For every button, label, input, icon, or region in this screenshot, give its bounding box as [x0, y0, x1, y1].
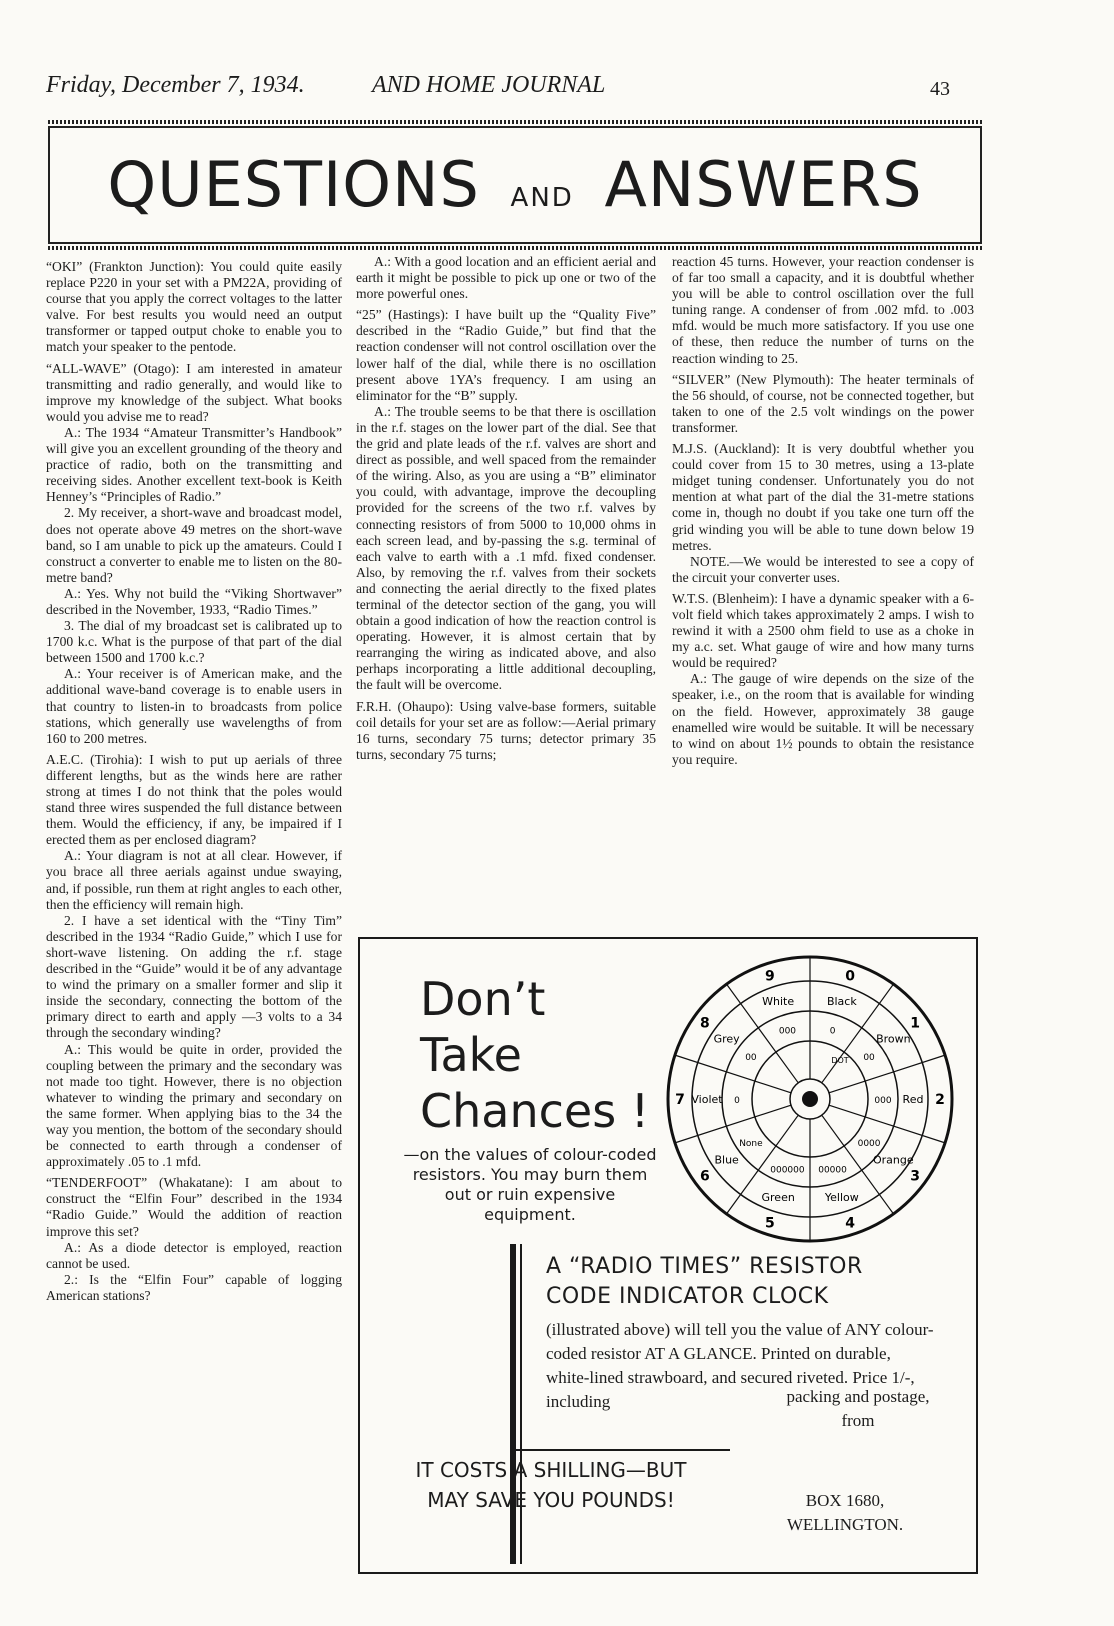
ad-headline-line2: Take [420, 1028, 522, 1082]
answer: A.: With a good location and an efficient aerial and earth it might be possible to pick up one or two of the more powerful ones. [356, 254, 656, 302]
column-2 [356, 254, 656, 763]
dial-colour: Orange [873, 1153, 914, 1167]
dial-multiplier: 00 [863, 1053, 875, 1064]
answer: A.: Your diagram is not at all clear. However, if you brace all three aerials against undue swaying, and, if possible, run them at right angles to each other, then the efficiency will remain high. [46, 848, 342, 912]
title-questions: QUESTIONS [107, 148, 480, 221]
page-title [50, 148, 980, 221]
ad-headline-line3: Chances ! [420, 1084, 650, 1138]
column-3 [672, 254, 974, 768]
question-followup: 2.: Is the “Elfin Four” capable of logging American stations? [46, 1271, 342, 1303]
dial-number: 9 [764, 968, 775, 985]
dial-colour: Blue [714, 1153, 739, 1167]
dial-multiplier: 000000 [770, 1165, 805, 1176]
question-oki: “OKI” (Frankton Junction): You could quite easily replace P220 in your set with a PM22A, providing of course that you apply the correct voltages to the latter valve. For best results you would need an output transformer or tapped output choke to enable you to match your speaker to the pentode. [46, 259, 342, 355]
ad-product-title [546, 1252, 863, 1312]
ad-address [750, 1489, 940, 1537]
ad-headline [420, 971, 649, 1139]
dial-number: 5 [764, 1215, 775, 1232]
resistor-clock-dial [650, 949, 970, 1249]
dial-number: 6 [699, 1168, 710, 1185]
answer: A.: The 1934 “Amateur Transmitter’s Handbook” will give you an excellent grounding of the theory and practice of radio, both on the transmitting and receiving sides. Another excellent text-book is Keith Henney’s “Principles of Radio.” [46, 424, 342, 505]
ad-price-text: packing and postage, from [786, 1387, 930, 1430]
dial-graphic [668, 957, 952, 1241]
question-followup: 2. My receiver, a short-wave and broadcast model, does not operate above 49 metres on the short-wave band, so I am unable to pick up the amateurs. Could I construct a converter to enable me to listen on the 80-metre band? [46, 505, 342, 585]
dial-colour: Violet [691, 1093, 723, 1106]
ad-slogan [386, 1455, 716, 1515]
header-date: Friday, December 7, 1934. [46, 72, 305, 98]
question-25: “25” (Hastings): I have built up the “Quality Five” described in the “Radio Guide,” but find that the reaction condenser will not control oscillation over the lower half of the dial, while there is no oscillation present above 1YA’s frequency. I am using an eliminator for the “B” supply. [356, 307, 656, 403]
dial-multiplier: 0 [734, 1096, 740, 1106]
dial-number: 8 [699, 1015, 710, 1032]
dial-number: 7 [675, 1092, 685, 1108]
title-and: AND [510, 183, 574, 213]
ad-body-text: (illustrated above) will tell you the value of ANY colour-coded resistor AT A GLANCE. Printed on durable, white-lined strawboard, and secured riveted. Price 1/-, including [546, 1320, 934, 1411]
header-journal: AND HOME JOURNAL [372, 72, 606, 98]
ad-address-box: BOX 1680, [805, 1491, 885, 1510]
dial-colour: Green [761, 1190, 795, 1204]
dial-multiplier: 0 [829, 1026, 836, 1037]
answer: A.: The gauge of wire depends on the size of the speaker, i.e., on the room that is available for winding on the field. However, approximately 38 gauge enamelled wire would be suitable. It will be necessary to wind on about 1½ pounds to obtain the resistance you require. [672, 671, 974, 767]
ad-title-line2: CODE INDICATOR CLOCK [546, 1284, 829, 1309]
answer: A.: As a diode detector is employed, reaction cannot be used. [46, 1239, 342, 1271]
ad-address-city: WELLINGTON. [786, 1515, 904, 1534]
dial-label: DOT [831, 1056, 849, 1065]
dial-number: 4 [845, 1215, 856, 1232]
question-followup: 2. I have a set identical with the “Tiny Tim” described in the 1934 “Radio Guide,” which I use for short-wave listening. On adding the r.f. stage described in the “Guide” would it be of any advantage to wind the primary on a smaller former and slip it inside the secondary, connecting the bottom of the primary direct to earth and apply —3 volts to a 34 through the secondary winding? [46, 912, 342, 1041]
page-number: 43 [930, 78, 950, 100]
advertisement [358, 937, 978, 1574]
dial-number: 2 [935, 1092, 945, 1108]
answer: A.: The trouble seems to be that there is oscillation in the r.f. stages on the lower part of the dial. See that the grid and plate leads of the r.f. valves are short and direct as possible, and well spaced from the remainder of the wiring. Also, as you are using a “B” eliminator you could, with advantage, improve the decoupling provided for the screens of the two r.f. valves by connecting resistors of from 5000 to 10,000 ohms in each screen lead, and by-passing the s.g. terminal of each valve to earth with a .1 mfd. fixed condenser. Also, by removing the r.f. valves from their sockets and connecting the aerial directly to the fixed plates terminal of the detector section of the gang, you will obtain a good indication of how the reaction control is operating. However, it is almost certain that by rearranging the wiring as indicated above, and also perhaps incorporating a little additional decoupling, the fault will be overcome. [356, 403, 656, 693]
question-silver: “SILVER” (New Plymouth): The heater terminals of the 56 should, of course, not be connected together, but taken to one of the 2.5 volt windings on the power transformer. [672, 371, 974, 435]
dial-colour: Brown [876, 1032, 911, 1046]
dial-number: 1 [910, 1015, 921, 1032]
editor-note: NOTE.—We would be interested to see a copy of the circuit your converter uses. [672, 553, 974, 585]
dial-center-rivet [802, 1091, 818, 1107]
dial-multiplier: None [739, 1138, 763, 1149]
question-wts: W.T.S. (Blenheim): I have a dynamic speaker with a 6-volt field which takes approximately 2 amps. I wish to rewind it with a 2500 ohm field to use as a choke in my a.c. set. What gauge of wire and how many turns would be required? [672, 590, 974, 671]
question-all-wave: “ALL-WAVE” (Otago): I am interested in amateur transmitting and radio generally, and would like to improve my knowledge of the subject. What books would you advise me to read? [46, 360, 342, 424]
question-tenderfoot: “TENDERFOOT” (Whakatane): I am about to construct the “Elfin Four” described in the 1934 “Radio Guide.” Would the addition of reaction improve this set? [46, 1175, 342, 1239]
question-aec: A.E.C. (Tirohia): I wish to put up aerials of three different lengths, but as the winds here are rather strong at times I do not think that the poles would stand three wires suspended the full distance between them. Would the efficiency, if any, be impaired if I erected them as per enclosed diagram? [46, 751, 342, 848]
ad-divider [510, 1449, 730, 1451]
question-mjs: M.J.S. (Auckland): It is very doubtful whether you could cover from 15 to 30 metres, using a 13-plate midget tuning condenser. Unfortunately you do not mention at what part of the dial the 31-metre stations come in, though no doubt if you take one turn off the grid winding you will be able to tune down below 19 metres. [672, 441, 974, 553]
answer: A.: Your receiver is of American make, and the additional wave-band coverage is to enable users in that country to listen-in to broadcasts from police stations, which generally use wavelengths of from 160 to 200 metres. [46, 666, 342, 746]
title-answers: ANSWERS [604, 148, 923, 221]
answer: A.: Yes. Why not build the “Viking Shortwaver” described in the November, 1933, “Radio Times.” [46, 585, 342, 617]
question-frh: F.R.H. (Ohaupo): Using valve-base formers, suitable coil details for your set are as follow:—Aerial primary 16 turns, secondary 75 turns; detector primary 35 turns, secondary 75 turns; [356, 698, 656, 762]
question-followup: 3. The dial of my broadcast set is calibrated up to 1700 k.c. What is the purpose of that part of the dial between 1500 and 1700 k.c.? [46, 618, 342, 666]
dial-multiplier: 00000 [818, 1165, 847, 1176]
dial-multiplier: 0000 [857, 1138, 881, 1149]
title-box [48, 126, 982, 244]
answer-continued: reaction 45 turns. However, your reaction condenser is of far too small a capacity, and it is doubtful whether you will be able to control oscillation over the full tuning range. A condenser of from .002 mfd. to .003 mfd. would be much more satisfactory. If you use one of these, then reduce the number of turns on the reaction winding to 25. [672, 254, 974, 366]
ad-headline-line1: Don’t [420, 972, 546, 1026]
dial-number: 0 [845, 968, 856, 985]
dial-colour: Yellow [824, 1190, 859, 1204]
answer: A.: This would be quite in order, provided the coupling between the primary and the secondary was not made too tight. However, there is no objection whatever to winding the primary and secondary on the same former. When applying bias to the 34 the way you mention, the bottom of the secondary should be connected to earth through a condenser of approximately .05 to .1 mfd. [46, 1041, 342, 1170]
dial-multiplier: 000 [778, 1026, 797, 1037]
dial-number: 3 [910, 1168, 921, 1185]
ad-subtext: —on the values of colour-coded resistors. You may burn them out or ruin expensive equipment. [403, 1145, 657, 1224]
dial-colour: Black [826, 995, 857, 1009]
dial-colour: Red [902, 1093, 924, 1106]
dial-multiplier: 000 [874, 1096, 892, 1106]
column-1 [46, 254, 342, 1304]
dial-colour: Grey [713, 1032, 740, 1046]
dial-colour: White [762, 995, 795, 1009]
dial-multiplier: 00 [745, 1053, 757, 1064]
ad-slogan-line2: MAY SAVE YOU POUNDS! [427, 1488, 675, 1512]
ad-title-line1: A “RADIO TIMES” RESISTOR [546, 1254, 863, 1279]
ad-slogan-line1: IT COSTS A SHILLING—BUT [415, 1458, 687, 1482]
